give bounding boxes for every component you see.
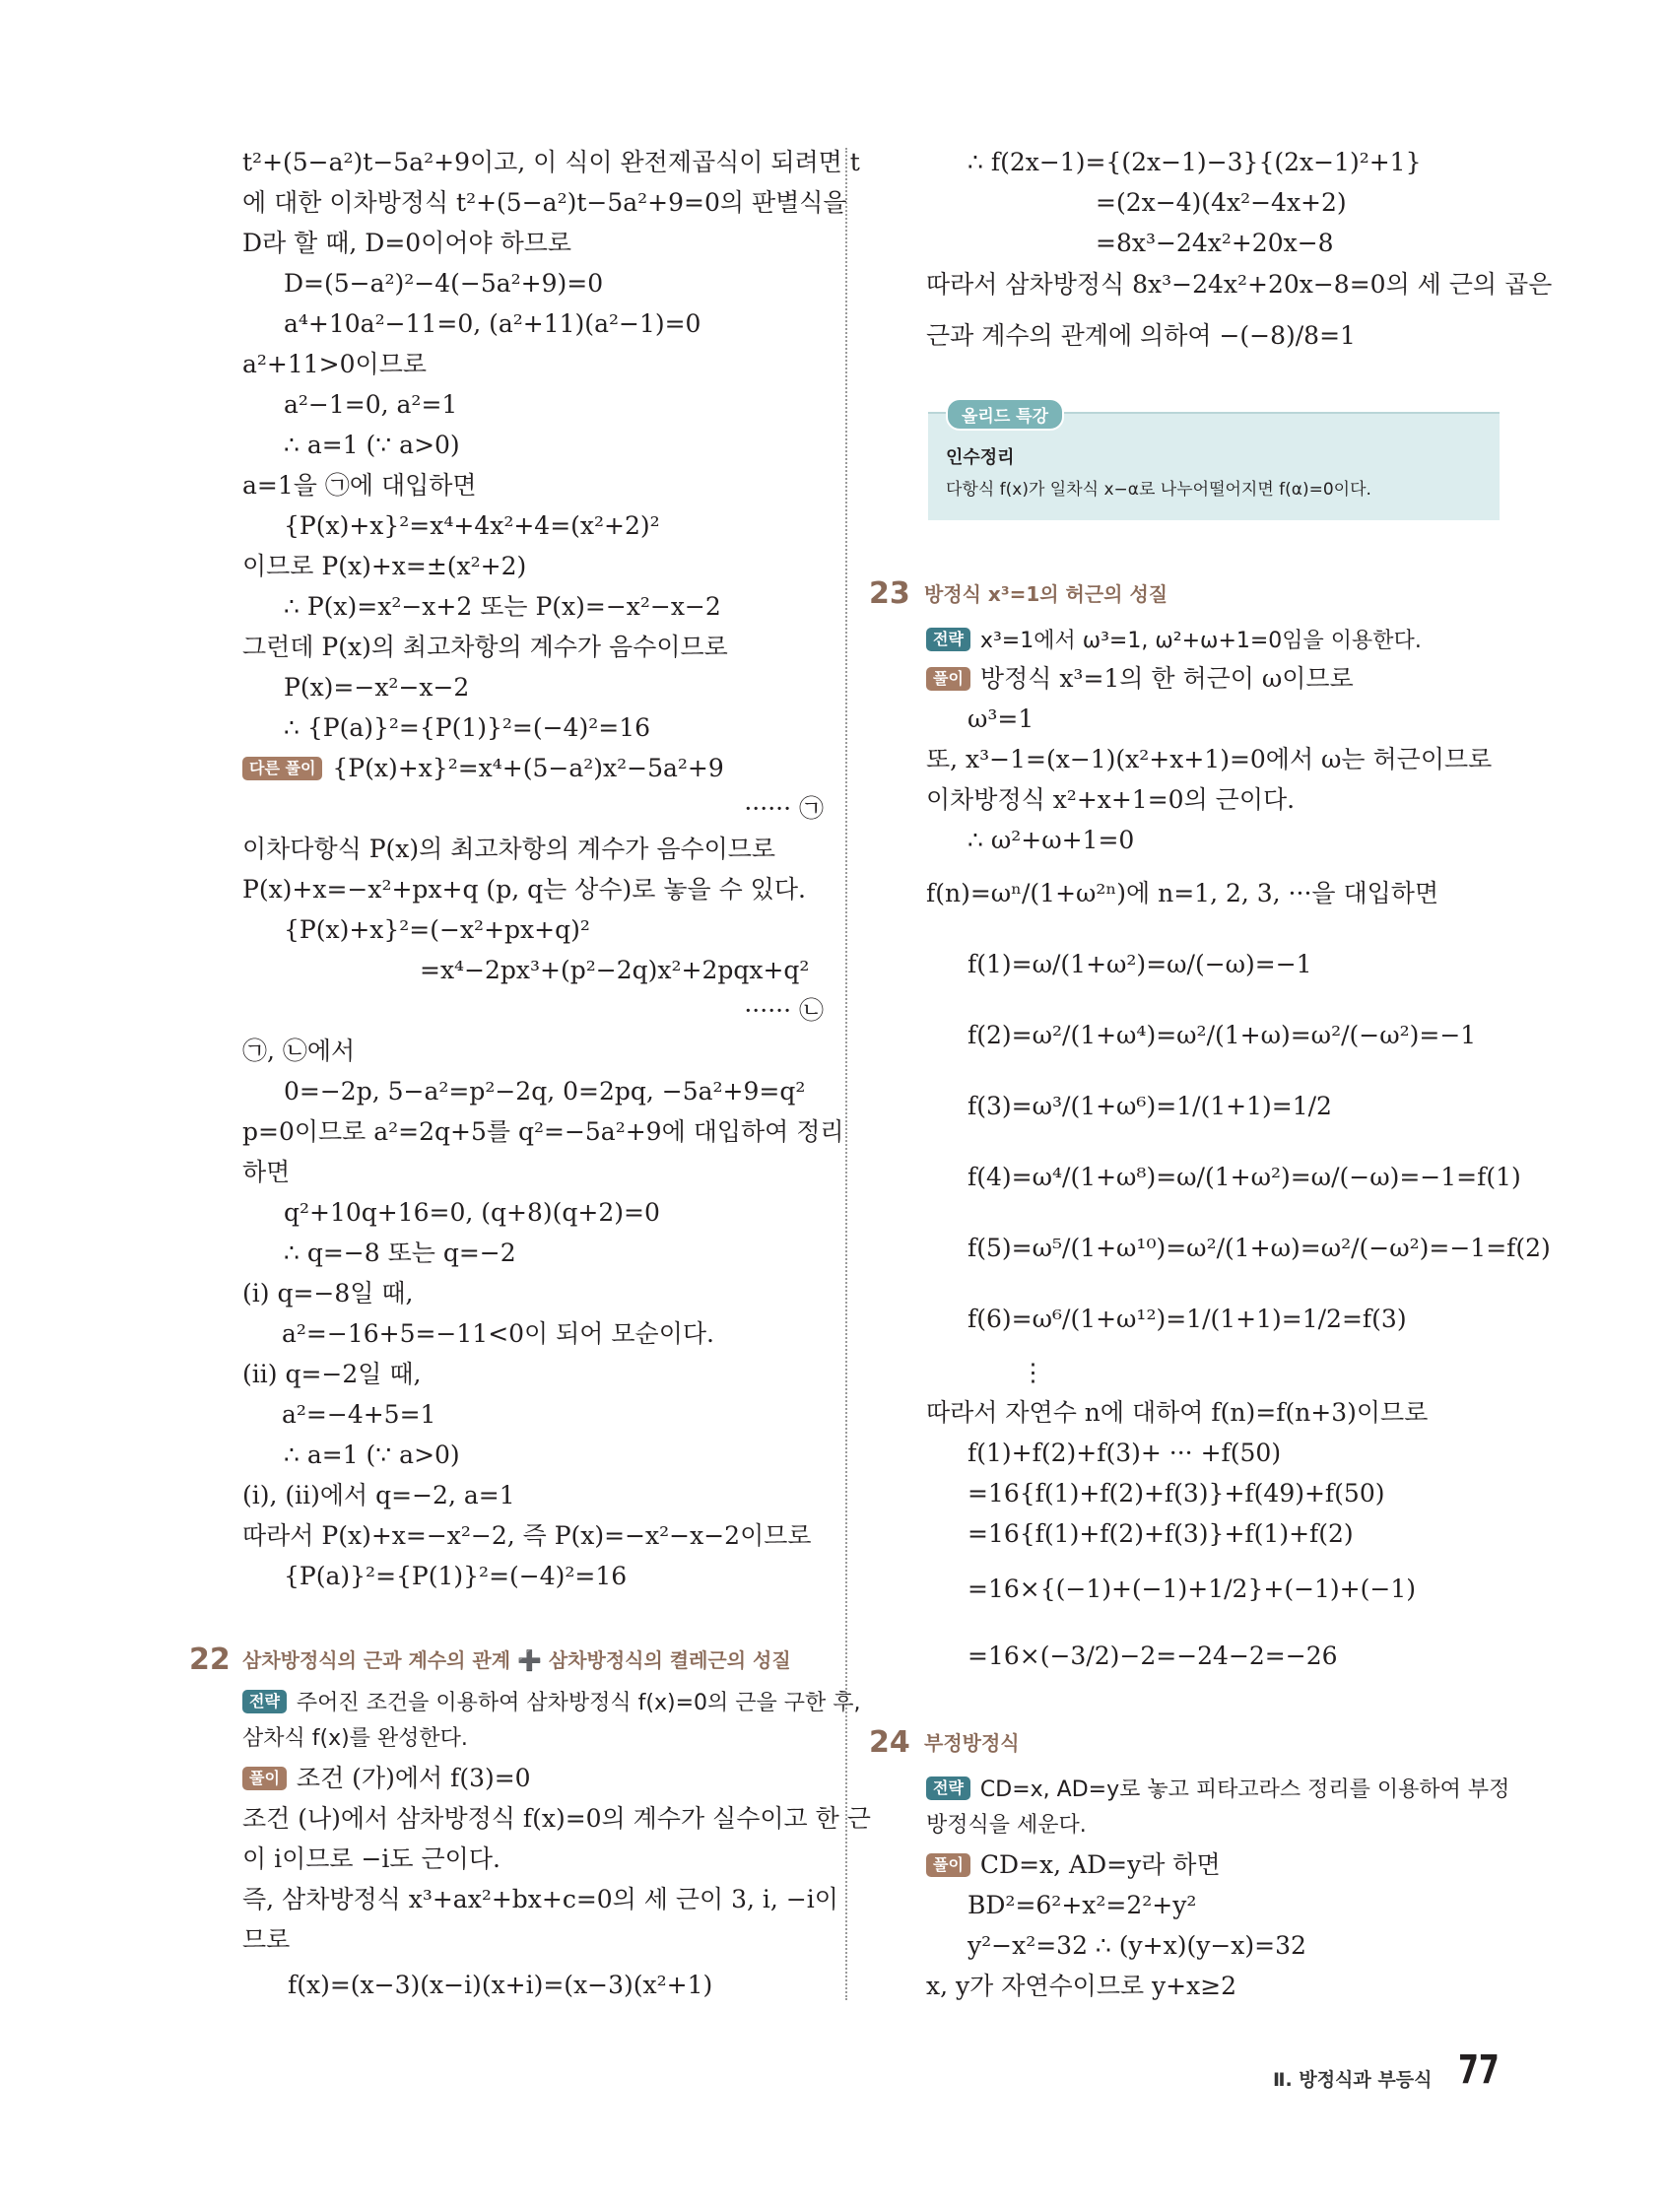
strategy-line <box>242 1687 861 1720</box>
strategy-text: CD=x, AD=y로 놓고 피타고라스 정리를 이용하여 부정 <box>979 1777 1510 1802</box>
text-line: a⁴+10a²−11=0, (a²+11)(a²−1)=0 <box>284 309 701 338</box>
text-line: f(1)=ω/(1+ω²)=ω/(−ω)=−1 <box>967 950 1312 978</box>
text-line: 조건 (가)에서 f(3)=0 <box>296 1764 531 1792</box>
problem-22-title: 삼차방정식의 근과 계수의 관계 ➕ 삼차방정식의 켤레근의 성질 <box>242 1648 791 1672</box>
text-line: ∴ q=−8 또는 q=−2 <box>284 1239 516 1267</box>
text-line: =8x³−24x²+20x−8 <box>1096 229 1334 257</box>
text-line: f(x)=(x−3)(x−i)(x+i)=(x−3)(x²+1) <box>288 1971 713 1999</box>
text-line: f(1)+f(2)+f(3)+ ··· +f(50) <box>967 1439 1282 1467</box>
text-line: ∴ P(x)=x²−x+2 또는 P(x)=−x²−x−2 <box>284 592 721 621</box>
text-line: ∴ a=1 (∵ a>0) <box>284 431 460 459</box>
equation-marker: ······ ㉡ <box>744 996 824 1025</box>
strategy-text: 주어진 조건을 이용하여 삼차방정식 f(x)=0의 근을 구한 후, <box>296 1691 861 1715</box>
text-line: =16×(−3/2)−2=−24−2=−26 <box>967 1642 1338 1670</box>
page-number: 77 <box>1458 2047 1500 2093</box>
text-line: 이차방정식 x²+x+1=0의 근이다. <box>926 785 1296 814</box>
text-line: y²−x²=32 ∴ (y+x)(y−x)=32 <box>967 1931 1306 1960</box>
strategy-line <box>926 625 1422 658</box>
text-line: 므로 <box>242 1925 291 1954</box>
text-line: 에 대한 이차방정식 t²+(5−a²)t−5a²+9=0의 판별식을 <box>242 188 847 217</box>
solution-tag: 풀이 <box>926 667 970 691</box>
problem-23-number: 23 <box>869 576 910 611</box>
text-line: 근과 계수의 관계에 의하여 −(−8)/8=1 <box>926 321 1356 350</box>
text-line: {P(x)+x}²=x⁴+4x²+4=(x²+2)² <box>284 511 660 540</box>
text-line: f(2)=ω²/(1+ω⁴)=ω²/(1+ω)=ω²/(−ω²)=−1 <box>967 1021 1477 1049</box>
solution-tag: 풀이 <box>926 1853 970 1877</box>
text-line: 따라서 삼차방정식 8x³−24x²+20x−8=0의 세 근의 곱은 <box>926 270 1553 299</box>
text-line: a=1을 ㉠에 대입하면 <box>242 471 477 500</box>
text-line: ⋮ <box>1021 1358 1045 1386</box>
text-line: a²+11>0이므로 <box>242 350 427 378</box>
text-line: D라 할 때, D=0이어야 하므로 <box>242 229 572 257</box>
text-line: a²=−16+5=−11<0이 되어 모순이다. <box>282 1319 714 1348</box>
text-line: 또, x³−1=(x−1)(x²+x+1)=0에서 ω는 허근이므로 <box>926 745 1493 773</box>
text-line: {P(a)}²={P(1)}²=(−4)²=16 <box>284 1562 628 1590</box>
column-divider <box>845 148 847 2000</box>
text-line: 이 i이므로 −i도 근이다. <box>242 1844 500 1873</box>
solution-line <box>926 662 1354 696</box>
text-line: {P(x)+x}²=(−x²+px+q)² <box>284 915 590 944</box>
problem-23-title: 방정식 x³=1의 허근의 성질 <box>924 582 1168 606</box>
text-line: f(5)=ω⁵/(1+ω¹⁰)=ω²/(1+ω)=ω²/(−ω²)=−1=f(2) <box>967 1234 1551 1262</box>
text-line: f(6)=ω⁶/(1+ω¹²)=1/(1+1)=1/2=f(3) <box>967 1305 1407 1333</box>
text-line: 따라서 P(x)+x=−x²−2, 즉 P(x)=−x²−x−2이므로 <box>242 1521 812 1550</box>
text-line: P(x)+x=−x²+px+q (p, q는 상수)로 놓을 수 있다. <box>242 875 806 904</box>
strategy-tag: 전략 <box>926 1776 970 1800</box>
text-line: 그런데 P(x)의 최고차항의 계수가 음수이므로 <box>242 633 728 661</box>
alt-solution-line <box>242 752 724 785</box>
text-line: 0=−2p, 5−a²=p²−2q, 0=2pq, −5a²+9=q² <box>284 1077 806 1106</box>
text-line: x, y가 자연수이므로 y+x≥2 <box>926 1972 1237 2000</box>
text-line: 이므로 P(x)+x=±(x²+2) <box>242 552 527 580</box>
strategy-tag: 전략 <box>242 1690 287 1713</box>
text-line: a²=−4+5=1 <box>282 1400 436 1429</box>
problem-24-title: 부정방정식 <box>924 1731 1020 1755</box>
solution-line <box>242 1762 531 1795</box>
text-line: (i) q=−8일 때, <box>242 1279 414 1307</box>
special-lecture-box <box>928 407 1500 520</box>
text-line: 즉, 삼차방정식 x³+ax²+bx+c=0의 세 근이 3, i, −i이 <box>242 1885 838 1913</box>
strategy-tag: 전략 <box>926 628 970 651</box>
text-line: f(n)=ωⁿ/(1+ω²ⁿ)에 n=1, 2, 3, ···을 대입하면 <box>926 879 1439 907</box>
text-line: =(2x−4)(4x²−4x+2) <box>1096 188 1347 217</box>
special-lecture-pill: 올리드 특강 <box>946 398 1064 431</box>
text-line: BD²=6²+x²=2²+y² <box>967 1891 1197 1919</box>
problem-22-number: 22 <box>189 1642 231 1677</box>
text-line: ∴ ω²+ω+1=0 <box>967 826 1135 854</box>
text-line: f(3)=ω³/(1+ω⁶)=1/(1+1)=1/2 <box>967 1092 1332 1120</box>
text-line: f(4)=ω⁴/(1+ω⁸)=ω/(1+ω²)=ω/(−ω)=−1=f(1) <box>967 1163 1521 1191</box>
strategy-text: 삼차식 f(x)를 완성한다. <box>242 1726 468 1751</box>
chapter-label: Ⅱ. 방정식과 부등식 <box>1273 2069 1433 2091</box>
text-line: 이차다항식 P(x)의 최고차항의 계수가 음수이므로 <box>242 835 776 863</box>
text-line: D=(5−a²)²−4(−5a²+9)=0 <box>284 269 604 298</box>
strategy-line <box>926 1774 1509 1807</box>
special-lecture-body: 다항식 f(x)가 일차식 x−α로 나누어떨어지면 f(α)=0이다. <box>946 480 1371 500</box>
alt-solution-tag: 다른 풀이 <box>242 757 322 780</box>
text-line: P(x)=−x²−x−2 <box>284 673 470 702</box>
text-line: q²+10q+16=0, (q+8)(q+2)=0 <box>284 1198 660 1227</box>
text-line: p=0이므로 a²=2q+5를 q²=−5a²+9에 대입하여 정리 <box>242 1117 844 1146</box>
equation-marker: ······ ㉠ <box>744 794 824 823</box>
text-line: 방정식 x³=1의 한 허근이 ω이므로 <box>979 664 1354 693</box>
text-line: 조건 (나)에서 삼차방정식 f(x)=0의 계수가 실수이고 한 근 <box>242 1804 871 1833</box>
text-line: =16{f(1)+f(2)+f(3)}+f(49)+f(50) <box>967 1479 1385 1508</box>
text-line: =16×{(−1)+(−1)+1/2}+(−1)+(−1) <box>967 1575 1416 1603</box>
strategy-text: 방정식을 세운다. <box>926 1813 1087 1838</box>
text-line: 하면 <box>242 1158 291 1186</box>
text-line: =16{f(1)+f(2)+f(3)}+f(1)+f(2) <box>967 1519 1354 1548</box>
problem-24-number: 24 <box>869 1725 910 1760</box>
text-line: a²−1=0, a²=1 <box>284 390 458 419</box>
text-line: =x⁴−2px³+(p²−2q)x²+2pqx+q² <box>420 956 810 984</box>
solution-line <box>926 1848 1221 1882</box>
text-line: t²+(5−a²)t−5a²+9이고, 이 식이 완전제곱식이 되려면 t <box>242 148 860 176</box>
text-line: ω³=1 <box>967 704 1034 733</box>
solution-tag: 풀이 <box>242 1767 287 1790</box>
text-line: CD=x, AD=y라 하면 <box>979 1850 1221 1879</box>
text-line: (i), (ii)에서 q=−2, a=1 <box>242 1481 515 1509</box>
text-line: ㉠, ㉡에서 <box>242 1037 356 1065</box>
special-lecture-title: 인수정리 <box>946 447 1015 468</box>
text-line: (ii) q=−2일 때, <box>242 1360 422 1388</box>
text-line: ∴ f(2x−1)={(2x−1)−3}{(2x−1)²+1} <box>967 148 1422 176</box>
text-line: {P(x)+x}²=x⁴+(5−a²)x²−5a²+9 <box>332 754 724 782</box>
text-line: ∴ {P(a)}²={P(1)}²=(−4)²=16 <box>284 713 651 742</box>
strategy-text: x³=1에서 ω³=1, ω²+ω+1=0임을 이용한다. <box>979 629 1422 653</box>
text-line: 따라서 자연수 n에 대하여 f(n)=f(n+3)이므로 <box>926 1398 1429 1427</box>
text-line: ∴ a=1 (∵ a>0) <box>284 1441 460 1469</box>
